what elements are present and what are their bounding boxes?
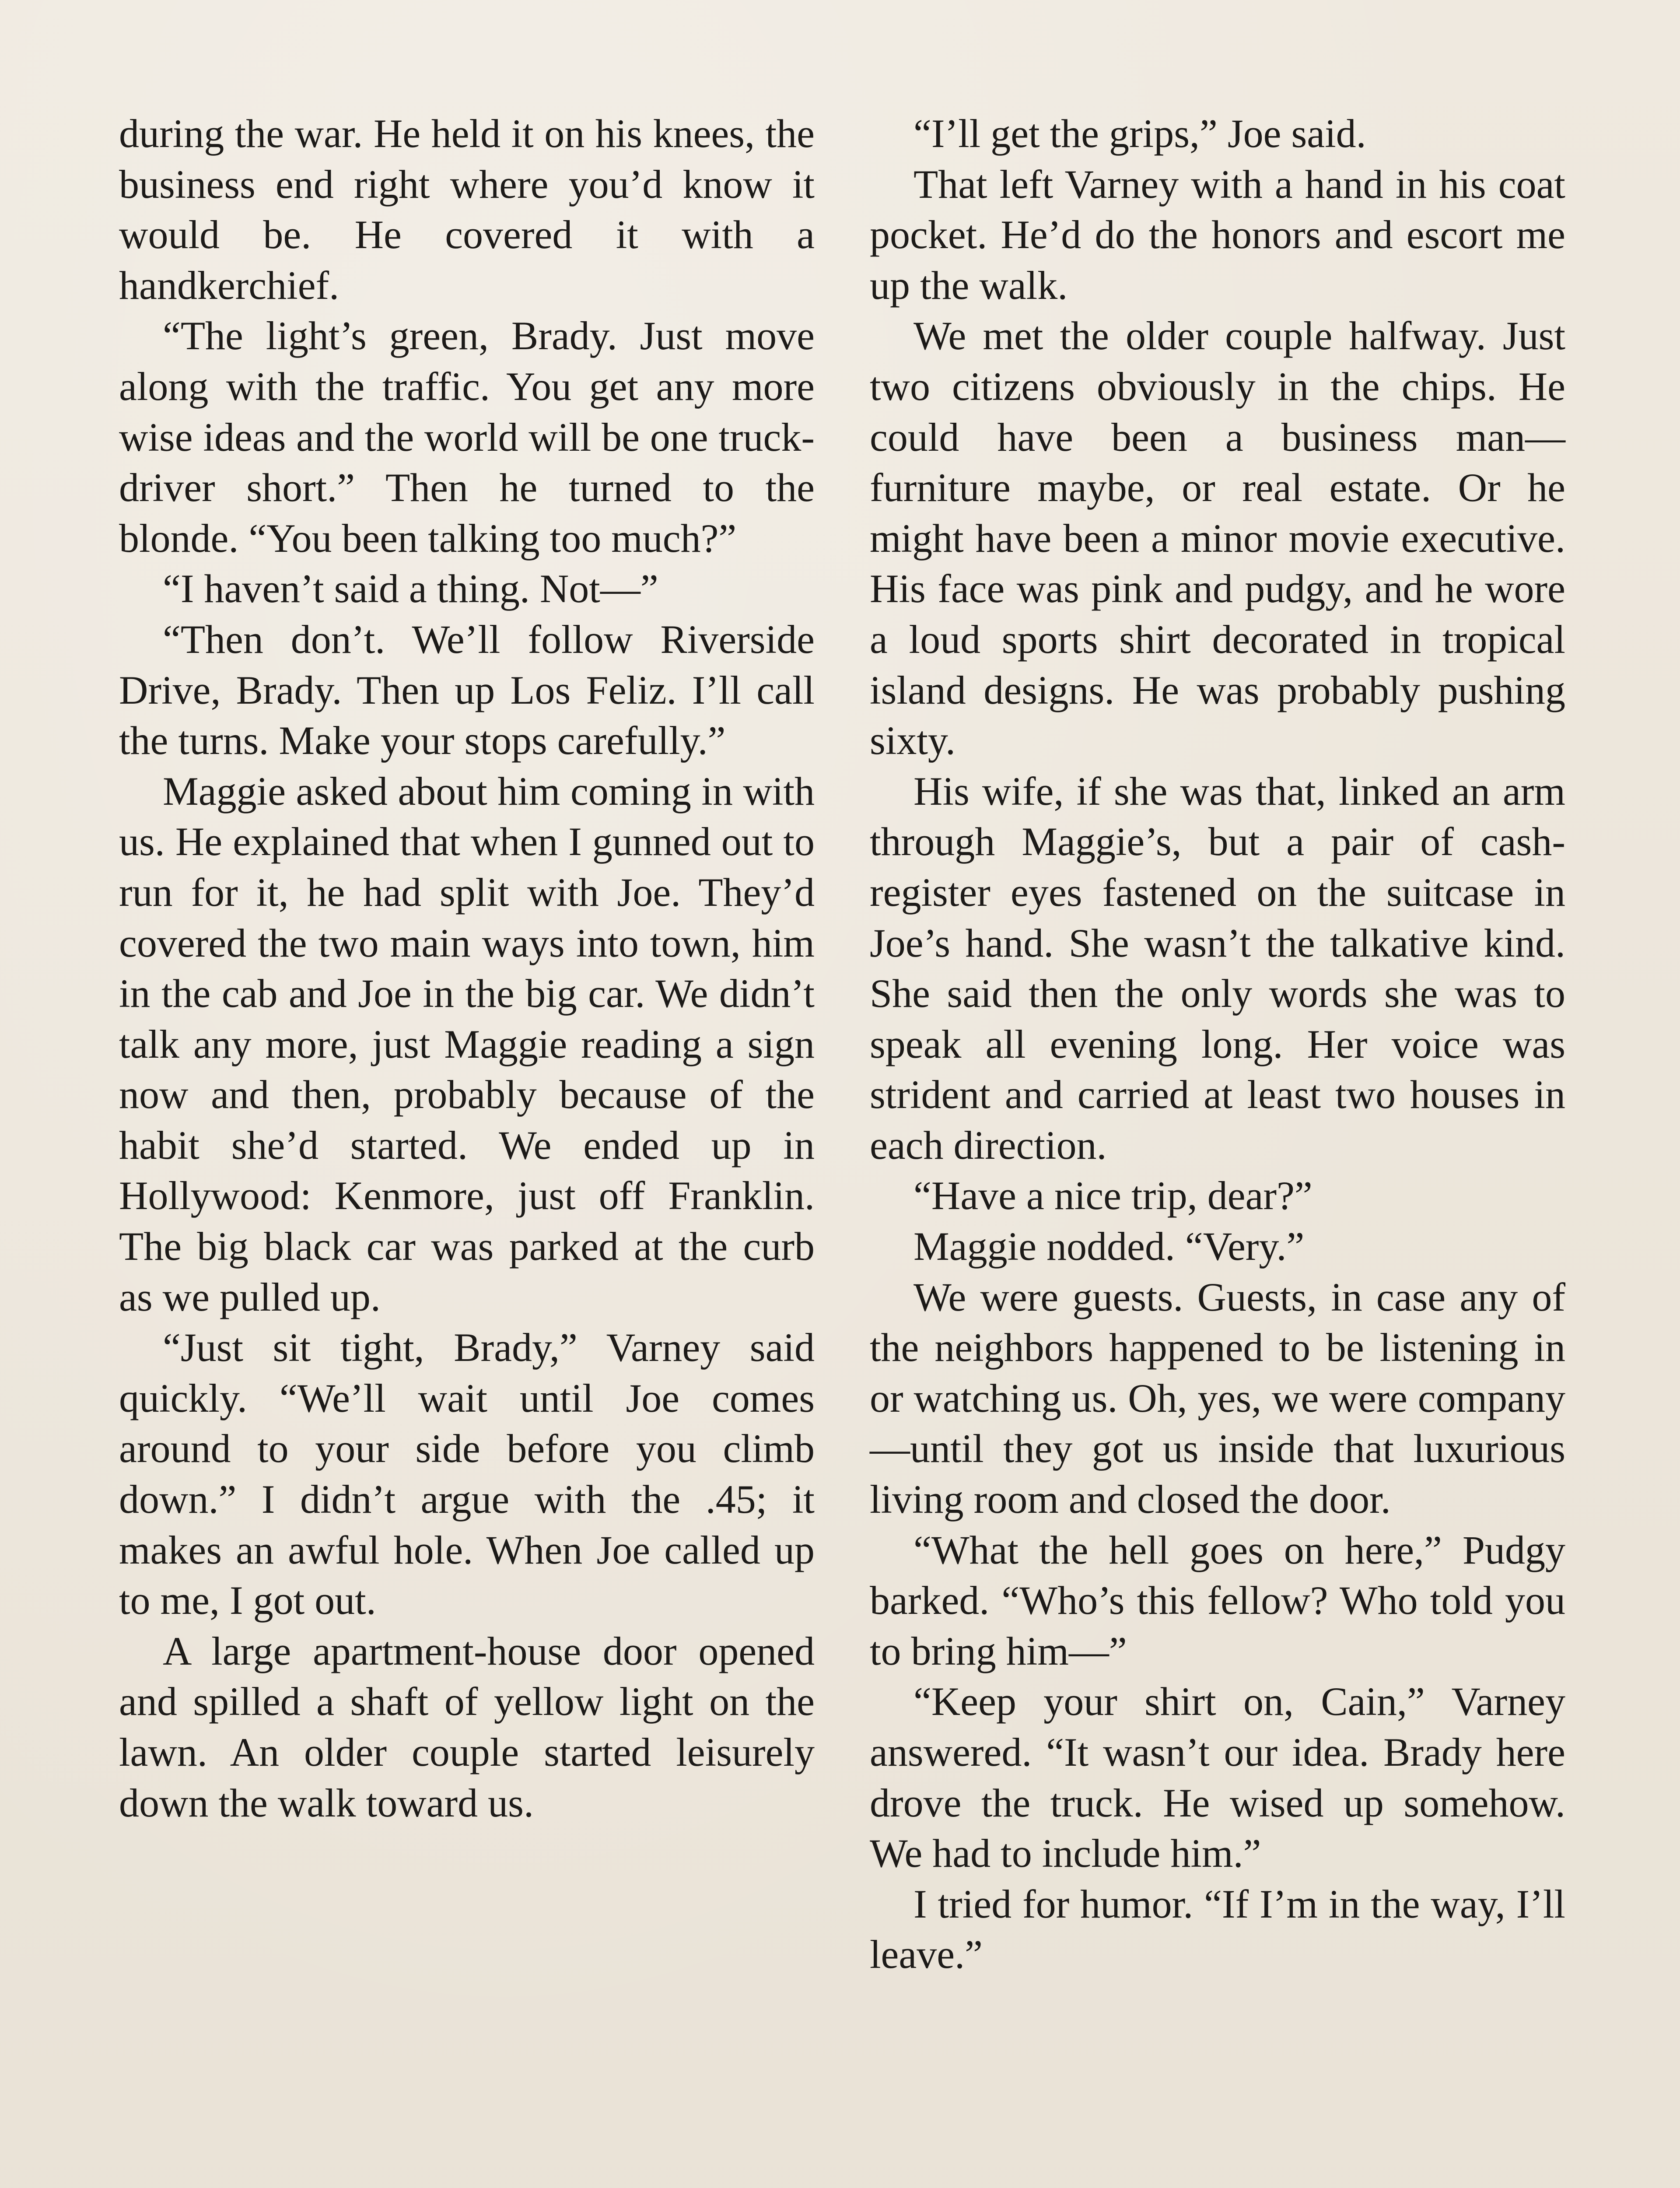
paragraph: That left Varney with a hand in his coat pocket. He’d do the honors and escort me up the walk. (870, 161, 1565, 308)
paragraph: I tried for humor. “If I’m in the way, I’ll leave.” (870, 1881, 1565, 1977)
paragraph: “I haven’t said a thing. Not—” (163, 566, 658, 611)
paragraph: “I’ll get the grips,” Joe said. (914, 111, 1366, 156)
paragraph: His wife, if she was that, linked an arm through Maggie’s, but a pair of cash-register eyes fastened on the suitcase in Joe’s hand. She wasn’t the talkative kind. She said then the only words she was to speak all evening long. Her voice was strident and carried at least two houses in each direction. (870, 768, 1565, 1168)
paragraph: A large apartment-house door opened and spilled a shaft of yellow light on the lawn. An older couple started leisurely down the walk toward us. (119, 1628, 815, 1825)
paragraph: Maggie asked about him coming in with us. He explained that when I gunned out to run for it, he had split with Joe. They’d covered the two main ways into town, him in the cab and Joe in the big car. We didn’t talk any more, just Maggie reading a sign now and then, probably because of the habit she’d started. We ended up in Hollywood: Kenmore, just off Franklin. The big black car was parked at the curb as we pulled up. (119, 768, 815, 1319)
paragraph: “Then don’t. We’ll follow Riverside Drive, Brady. Then up Los Feliz. I’ll call the turns. Make your stops carefully.” (119, 617, 815, 763)
paragraph: Maggie nodded. “Very.” (914, 1224, 1305, 1269)
text-column-left (119, 109, 815, 1828)
paragraph: “What the hell goes on here,” Pudgy barked. “Who’s this fellow? Who told you to bring him—” (870, 1527, 1565, 1673)
paragraph: We were guests. Guests, in case any of the neighbors happened to be listening in or watching us. Oh, yes, we were company—until they got us inside that luxurious living room and closed the door. (870, 1274, 1565, 1522)
paragraph: “Just sit tight, Brady,” Varney said quickly. “We’ll wait until Joe comes around to your side before you climb down.” I didn’t argue with the .45; it makes an awful hole. When Joe called up to me, I got out. (119, 1325, 815, 1623)
paragraph: We met the older couple halfway. Just two citizens obviously in the chips. He could have been a business man—furniture maybe, or real estate. Or he might have been a minor movie executive. His face was pink and pudgy, and he wore a loud sports shirt decorated in tropical island designs. He was probably pushing sixty. (870, 313, 1565, 763)
paragraph: “Keep your shirt on, Cain,” Varney answered. “It wasn’t our idea. Brady here drove the truck. He wised up somehow. We had to include him.” (870, 1679, 1565, 1876)
paragraph: “The light’s green, Brady. Just move along with the traffic. You get any more wise ideas and the world will be one truck-driver short.” Then he turned to the blonde. “You been talking too much?” (119, 313, 815, 561)
text-column-right (870, 109, 1565, 1980)
paragraph: during the war. He held it on his knees, the business end right where you’d know it would be. He covered it with a handkerchief. (119, 111, 815, 308)
paragraph: “Have a nice trip, dear?” (914, 1173, 1312, 1218)
